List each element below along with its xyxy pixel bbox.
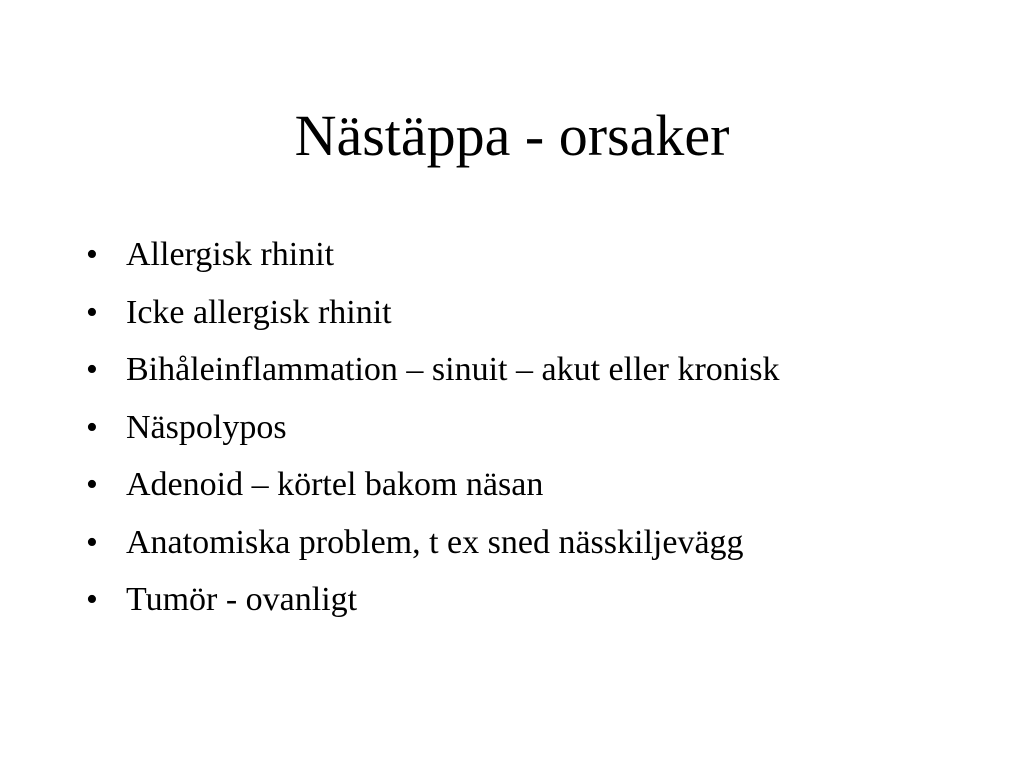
list-item — [86, 514, 779, 572]
bullet-icon: • — [86, 466, 98, 503]
bullet-text: Allergisk rhinit — [126, 236, 335, 273]
bullet-icon: • — [86, 351, 98, 388]
bullet-icon: • — [86, 293, 98, 331]
bullet-icon: • — [86, 236, 98, 273]
bullet-text: Tumör - ovanligt — [126, 581, 358, 618]
list-item — [86, 456, 779, 514]
bullet-text: Anatomiska problem, t ex sned nässkiljevägg — [126, 523, 744, 561]
bullet-list — [86, 226, 779, 629]
bullet-text: Bihåleinflammation – sinuit – akut eller kronisk — [126, 351, 780, 388]
list-item — [86, 341, 779, 399]
bullet-icon: • — [86, 581, 98, 618]
bullet-text: Näspolypos — [126, 408, 287, 446]
list-item — [86, 284, 779, 342]
bullet-icon: • — [86, 523, 98, 561]
slide-title: Nästäppa - orsaker — [294, 103, 730, 168]
list-item — [86, 571, 779, 629]
bullet-text: Icke allergisk rhinit — [126, 293, 392, 331]
bullet-icon: • — [86, 408, 98, 446]
bullet-text: Adenoid – körtel bakom näsan — [126, 466, 544, 503]
list-item — [86, 226, 779, 284]
list-item — [86, 399, 779, 457]
